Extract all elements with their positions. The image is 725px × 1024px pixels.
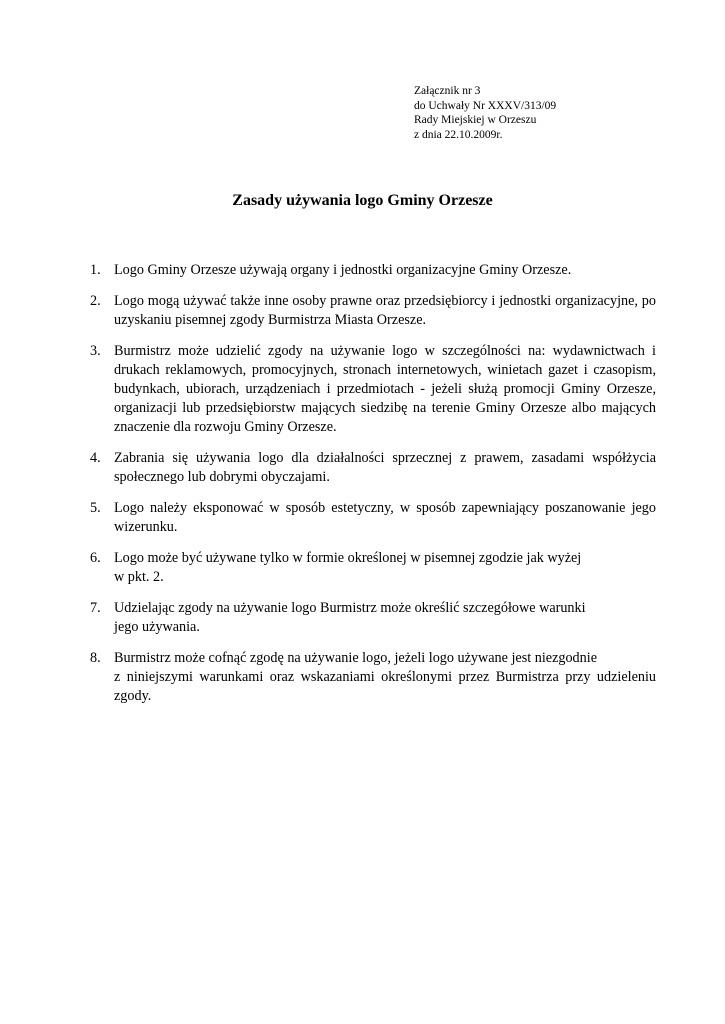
rules-list xyxy=(90,261,656,718)
rule-text-continuation: z niniejszymi warunkami oraz wskazaniami określonymi przez Burmistrza przy udzieleniu zgody. xyxy=(114,669,656,704)
rule-item xyxy=(90,449,656,487)
rule-text: Zabrania się używania logo dla działalności sprzecznej z prawem, zasadami współżycia społecznego lub dobrymi obyczajami. xyxy=(114,450,656,485)
rule-text-line: jego używania. xyxy=(114,619,200,635)
rule-text-line: Burmistrz może cofnąć zgodę na używanie logo, jeżeli logo używane jest niezgodnie xyxy=(114,650,597,666)
rule-text xyxy=(114,649,656,706)
rule-text: Burmistrz może udzielić zgody na używanie logo w szczególności na: wydawnictwach i drukach reklamowych, promocyjnych, stronach internetowych, winietach gazet i czasopism, budynkach, ubiorach, urządzeniach i przedmiotach - jeżeli służą promocji Gminy Orzesze, organizacji lub przedsiębiorstw mających siedzibę na terenie Gminy Orzesze albo mających znaczenie dla rozwoju Gminy Orzesze. xyxy=(114,343,656,435)
attachment-note-line: do Uchwały Nr XXXV/313/09 xyxy=(414,99,557,112)
rule-number: 5. xyxy=(90,500,101,516)
rule-number: 4. xyxy=(90,450,101,466)
attachment-note-line: Rady Miejskiej w Orzeszu xyxy=(414,114,537,126)
rule-text-line: Logo może być używane tylko w formie określonej w pisemnej zgodzie jak wyżej xyxy=(114,550,582,566)
rule-item xyxy=(90,549,656,587)
rule-number: 1. xyxy=(90,262,101,278)
rule-text-line: Udzielając zgody na używanie logo Burmistrz może określić szczegółowe warunki xyxy=(114,600,586,616)
rule-item xyxy=(90,649,656,706)
attachment-note-line: z dnia 22.10.2009r. xyxy=(414,128,503,141)
document-title: Zasady używania logo Gminy Orzesze xyxy=(232,192,493,209)
rule-text-line: w pkt. 2. xyxy=(114,569,164,585)
rule-item xyxy=(90,599,656,637)
rule-number: 7. xyxy=(90,600,101,616)
rule-text: Logo mogą używać także inne osoby prawne oraz przedsiębiorcy i jednostki organizacyjne, po uzyskaniu pisemnej zgody Burmistrza Miasta Orzesze. xyxy=(114,293,656,328)
rule-number: 3. xyxy=(90,343,101,359)
rule-number: 2. xyxy=(90,293,101,309)
rule-item xyxy=(90,342,656,437)
rule-text xyxy=(114,549,656,587)
rule-item xyxy=(90,499,656,537)
attachment-note xyxy=(414,84,556,142)
rule-text: Logo należy eksponować w sposób estetyczny, w sposób zapewniający poszanowanie jego wizerunku. xyxy=(114,500,656,535)
rule-number: 8. xyxy=(90,650,101,666)
rule-number: 6. xyxy=(90,550,101,566)
rule-item xyxy=(90,261,656,280)
rule-item xyxy=(90,292,656,330)
attachment-note-line: Załącznik nr 3 xyxy=(414,85,481,97)
rule-text xyxy=(114,599,656,637)
rule-text: Logo Gminy Orzesze używają organy i jednostki organizacyjne Gminy Orzesze. xyxy=(114,262,572,278)
